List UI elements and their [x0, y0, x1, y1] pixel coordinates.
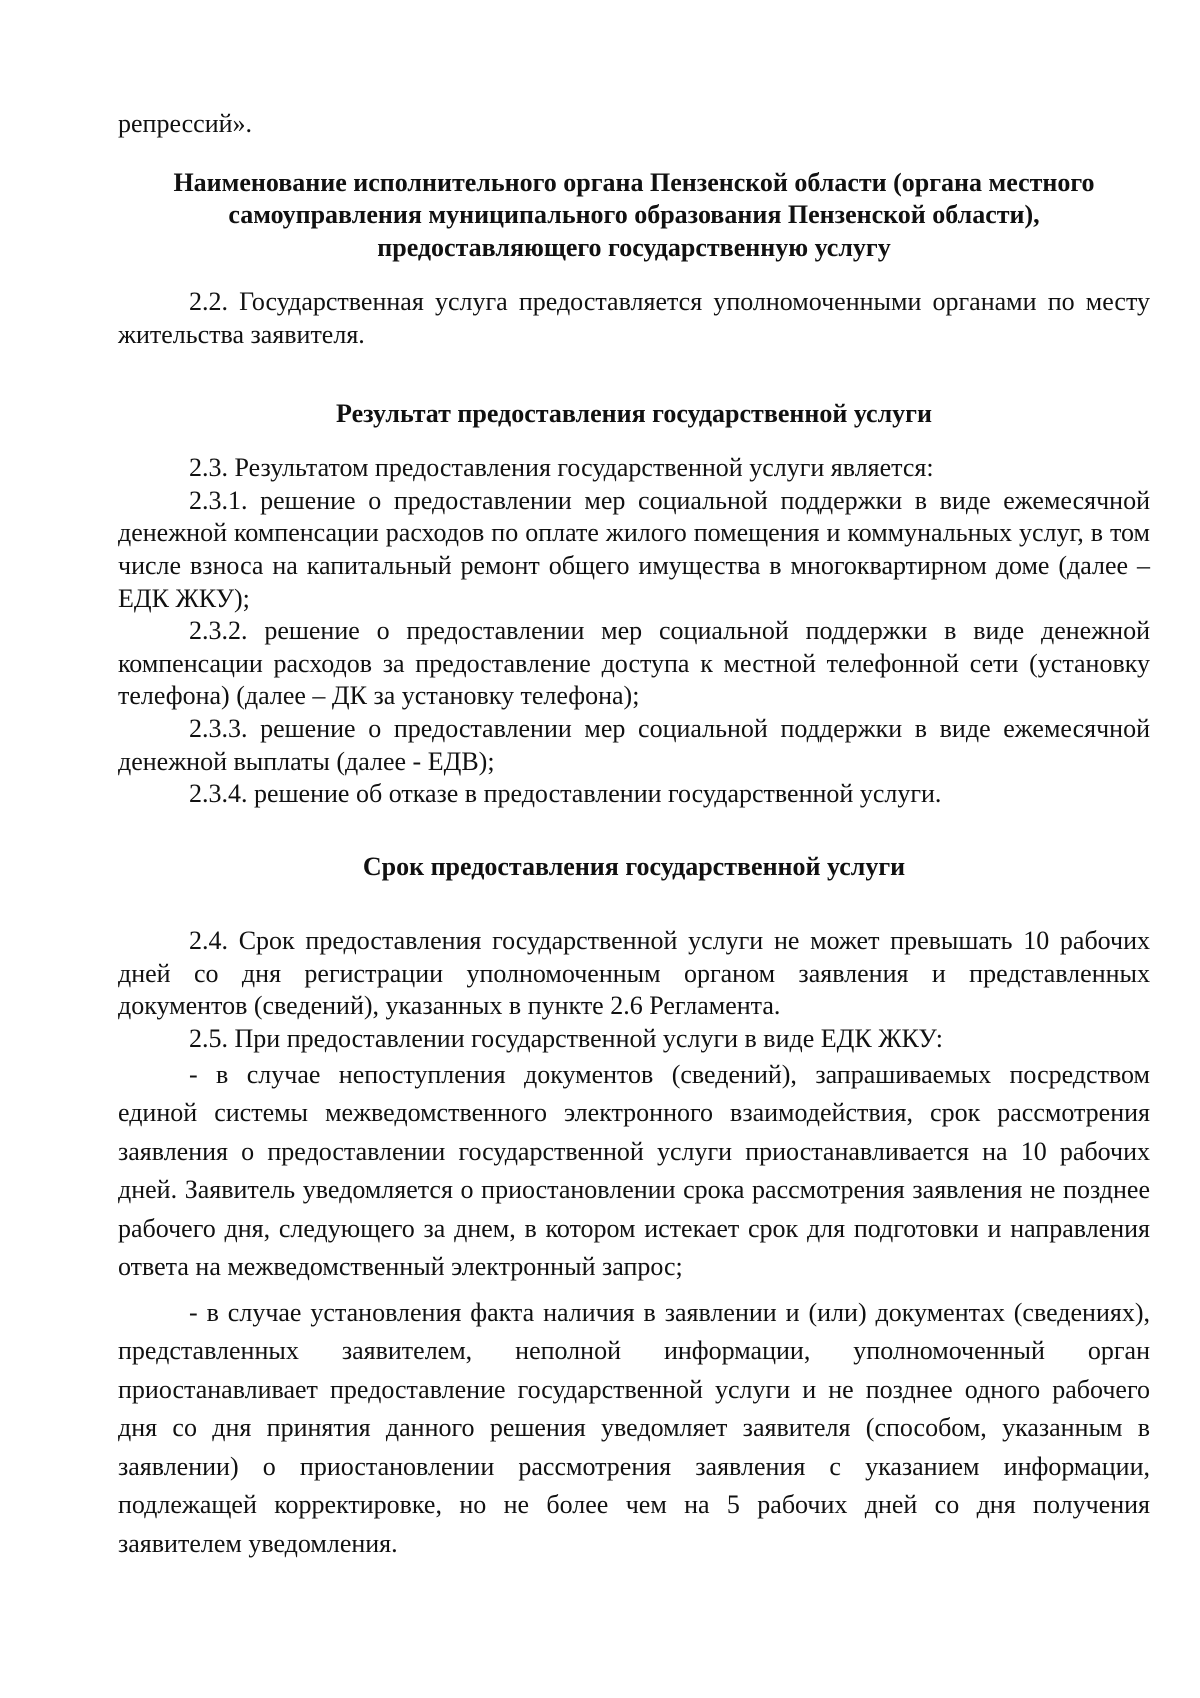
paragraph-2-2: 2.2. Государственная услуга предоставляется уполномоченными органами по месту жительства заявителя. [118, 287, 1150, 349]
document-page [118, 108, 1150, 1563]
dash-list-item-1-wrapper [118, 1056, 1150, 1287]
dash-list-item: - в случае непоступления документов (сведений), запрашиваемых посредством единой системы межведомственного электронного взаимодействия, срок рассмотрения заявления о предоставлении государственной услуги приостанавливается на 10 рабочих дней. Заявитель уведомляется о приостановлении срока рассмотрения заявления не позднее рабочего дня, следующего за днем, в котором истекает срок для подготовки и направления ответа на межведомственный электронный запрос; [118, 1059, 1150, 1282]
paragraph-2-3-3: 2.3.3. решение о предоставлении мер социальной поддержки в виде ежемесячной денежной выплаты (далее - ЕДВ); [118, 713, 1150, 776]
dash-list-item-2-wrapper [118, 1294, 1150, 1564]
paragraph-2-3-2: 2.3.2. решение о предоставлении мер социальной поддержки в виде денежной компенсации расходов за предоставление доступа к местной телефонной сети (установку телефона) (далее – ДК за установку телефона); [118, 616, 1150, 711]
dash-list-item: - в случае установления факта наличия в заявлении и (или) документах (сведениях), представленных заявителем, неполной информации, уполномоченный орган приостанавливает предоставление государственной услуги и не позднее одного рабочего дня со дня принятия данного решения уведомляет заявителя (способом, указанным в заявлении) о приостановлении рассмотрения заявления с указанием информации, подлежащей корректировке, но не более чем на 5 рабочих дней со дня получения заявителем уведомления. [118, 1297, 1150, 1558]
section-heading-result: Результат предоставления государственной услуги [336, 398, 932, 428]
section-heading-authority: Наименование исполнительного органа Пензенской области (органа местного самоуправления муниципального образования Пензенской области), предоставляющего государственную услугу [173, 167, 1095, 262]
continuation-text: репрессий». [118, 109, 253, 138]
paragraph-2-3-1: 2.3.1. решение о предоставлении мер социальной поддержки в виде ежемесячной денежной компенсации расходов по оплате жилого помещения и коммунальных услуг, в том числе взноса на капитальный ремонт общего имущества в многоквартирном доме (далее – ЕДК ЖКУ); [118, 485, 1150, 613]
paragraph-2-3-4: 2.3.4. решение об отказе в предоставлении государственной услуги. [189, 779, 942, 809]
paragraph-2-3: 2.3. Результатом предоставления государственной услуги является: [189, 453, 934, 483]
paragraph-2-4: 2.4. Срок предоставления государственной услуги не может превышать 10 рабочих дней со дня регистрации уполномоченным органом заявления и представленных документов (сведений), указанных в пункте 2.6 Регламента. [118, 926, 1150, 1021]
paragraph-2-5: 2.5. При предоставлении государственной услуги в виде ЕДК ЖКУ: [189, 1024, 943, 1054]
section-heading-term: Срок предоставления государственной услуги [362, 851, 906, 881]
